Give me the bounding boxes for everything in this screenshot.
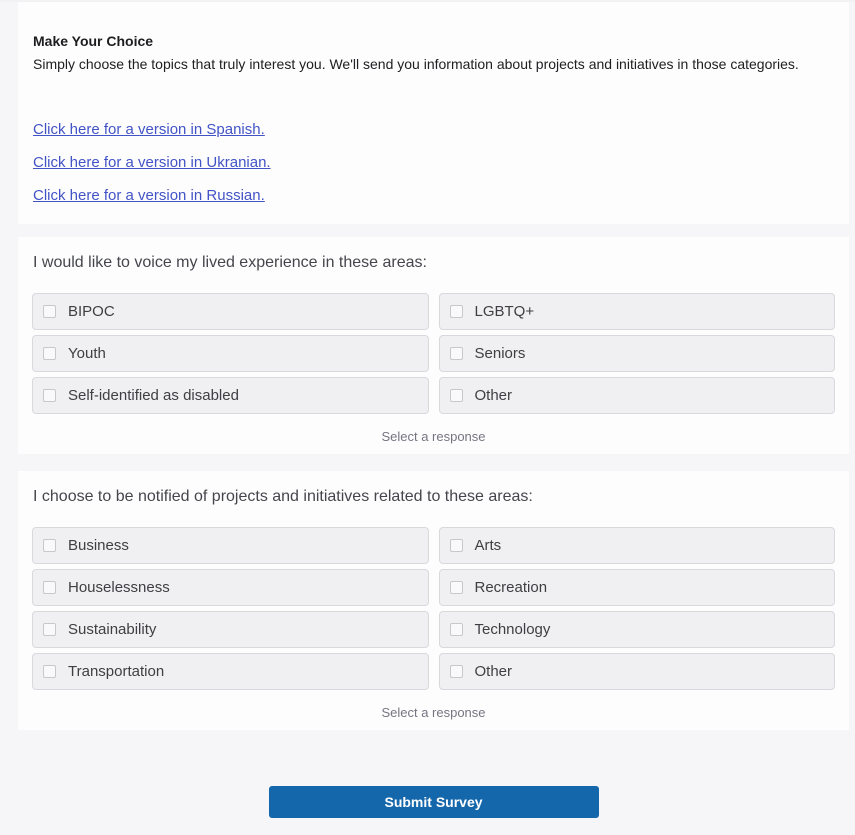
- form-description: Simply choose the topics that truly interest you. We'll send you information about projects and initiatives in those categories.: [33, 56, 799, 72]
- checkbox-option-sustainability[interactable]: [32, 611, 429, 648]
- content-column: [18, 2, 849, 818]
- checkbox[interactable]: [43, 623, 56, 636]
- checkbox[interactable]: [450, 305, 463, 318]
- options-grid: [32, 527, 835, 690]
- form-title: Make Your Choice: [33, 33, 154, 49]
- checkbox[interactable]: [450, 539, 463, 552]
- language-link-ukranian[interactable]: Click here for a version in Ukranian.: [33, 154, 271, 171]
- checkbox[interactable]: [450, 623, 463, 636]
- question-label: I choose to be notified of projects and initiatives related to these areas:: [33, 488, 533, 505]
- option-label: Transportation: [68, 663, 165, 680]
- submit-survey-button[interactable]: Submit Survey: [269, 786, 599, 818]
- question-notified-projects: [18, 471, 849, 730]
- select-response-helper: Select a response: [381, 429, 486, 444]
- checkbox[interactable]: [43, 305, 56, 318]
- checkbox-option-bipoc[interactable]: [32, 293, 429, 330]
- section-divider: [18, 224, 849, 237]
- checkbox[interactable]: [43, 347, 56, 360]
- checkbox-option-transportation[interactable]: [32, 653, 429, 690]
- checkbox-option-lgbtq[interactable]: [439, 293, 836, 330]
- checkbox-option-other[interactable]: [439, 653, 836, 690]
- option-label: Houselessness: [68, 579, 170, 596]
- select-response-helper: Select a response: [381, 705, 486, 720]
- option-label: Other: [474, 387, 513, 404]
- checkbox[interactable]: [43, 581, 56, 594]
- checkbox-option-arts[interactable]: [439, 527, 836, 564]
- checkbox[interactable]: [450, 347, 463, 360]
- checkbox[interactable]: [43, 665, 56, 678]
- checkbox-option-self-identified-disabled[interactable]: [32, 377, 429, 414]
- options-grid: [32, 293, 835, 414]
- checkbox-option-technology[interactable]: [439, 611, 836, 648]
- option-label: Sustainability: [68, 621, 157, 638]
- option-label: Self-identified as disabled: [68, 387, 239, 404]
- checkbox[interactable]: [43, 539, 56, 552]
- option-label: Arts: [474, 537, 502, 554]
- checkbox[interactable]: [450, 389, 463, 402]
- option-label: Recreation: [474, 579, 548, 596]
- checkbox-option-seniors[interactable]: [439, 335, 836, 372]
- section-divider: [18, 454, 849, 471]
- form-footer: [18, 730, 849, 818]
- language-link-spanish[interactable]: Click here for a version in Spanish.: [33, 121, 265, 138]
- checkbox-option-recreation[interactable]: [439, 569, 836, 606]
- question-lived-experience: [18, 237, 849, 454]
- option-label: BIPOC: [68, 303, 115, 320]
- checkbox-option-houselessness[interactable]: [32, 569, 429, 606]
- checkbox-option-youth[interactable]: [32, 335, 429, 372]
- checkbox[interactable]: [450, 665, 463, 678]
- checkbox-option-other[interactable]: [439, 377, 836, 414]
- option-label: Other: [474, 663, 513, 680]
- checkbox-option-business[interactable]: [32, 527, 429, 564]
- question-label: I would like to voice my lived experience in these areas:: [33, 254, 427, 271]
- option-label: Technology: [474, 621, 551, 638]
- language-links: [33, 121, 834, 204]
- option-label: Youth: [68, 345, 106, 362]
- checkbox[interactable]: [43, 389, 56, 402]
- form-header-section: [18, 2, 849, 224]
- checkbox[interactable]: [450, 581, 463, 594]
- option-label: LGBTQ+: [474, 303, 535, 320]
- option-label: Business: [68, 537, 129, 554]
- language-link-russian[interactable]: Click here for a version in Russian.: [33, 187, 265, 204]
- option-label: Seniors: [474, 345, 526, 362]
